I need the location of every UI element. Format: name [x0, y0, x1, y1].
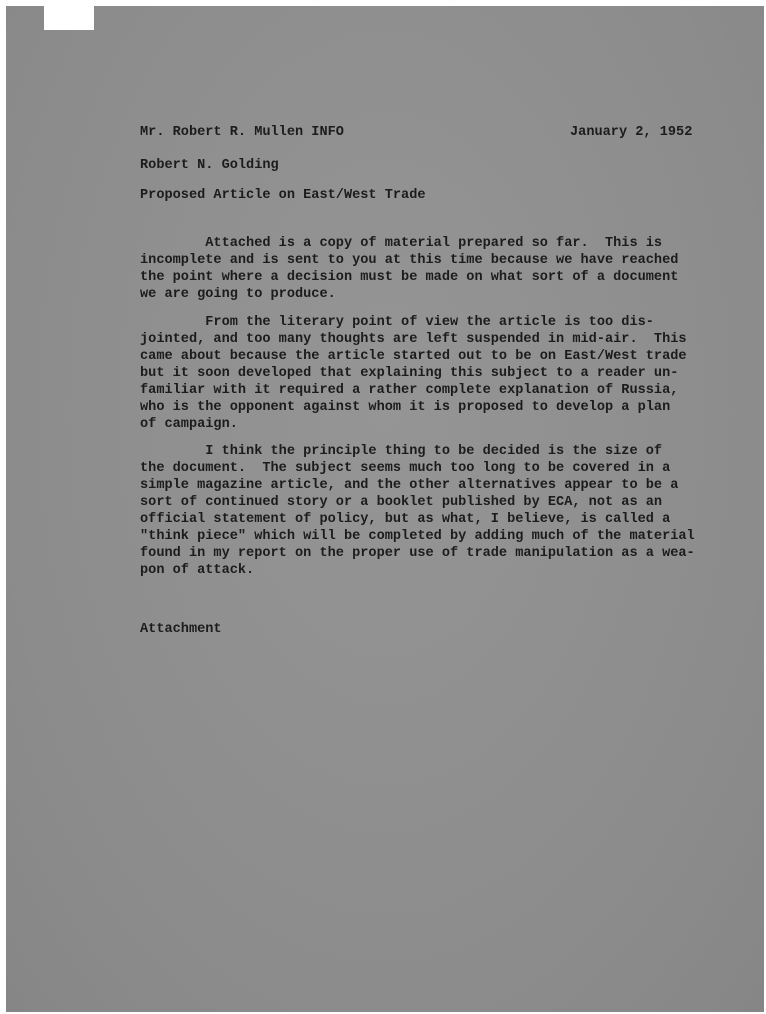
- memo-from: Robert N. Golding: [140, 158, 279, 173]
- body-line: we are going to produce.: [140, 287, 336, 302]
- body-line: came about because the article started out to be on East/West trade: [140, 349, 687, 364]
- body-line: found in my report on the proper use of trade manipulation as a wea-: [140, 546, 695, 561]
- body-line: familiar with it required a rather complete explanation of Russia,: [140, 383, 679, 398]
- memo-subject: Proposed Article on East/West Trade: [140, 188, 426, 203]
- body-line: I think the principle thing to be decided is the size of: [140, 444, 663, 459]
- body-line: From the literary point of view the article is too dis-: [140, 315, 654, 330]
- body-line: pon of attack.: [140, 563, 255, 578]
- body-line: the document. The subject seems much too long to be covered in a: [140, 461, 671, 476]
- body-line: simple magazine article, and the other alternatives appear to be a: [140, 478, 679, 493]
- body-line: who is the opponent against whom it is proposed to develop a plan: [140, 400, 671, 415]
- body-line: jointed, and too many thoughts are left suspended in mid-air. This: [140, 332, 687, 347]
- body-line: "think piece" which will be completed by adding much of the material: [140, 529, 695, 544]
- memo-to: Mr. Robert R. Mullen INFO: [140, 125, 344, 140]
- body-line: the point where a decision must be made on what sort of a document: [140, 270, 679, 285]
- body-line: incomplete and is sent to you at this time because we have reached: [140, 253, 679, 268]
- body-line: official statement of policy, but as what, I believe, is called a: [140, 512, 671, 527]
- enclosure-note: Attachment: [140, 622, 222, 637]
- body-line: sort of continued story or a booklet published by ECA, not as an: [140, 495, 663, 510]
- body-line: but it soon developed that explaining this subject to a reader un-: [140, 366, 679, 381]
- body-line: Attached is a copy of material prepared so far. This is: [140, 236, 663, 251]
- body-line: of campaign.: [140, 417, 238, 432]
- memo-date: January 2, 1952: [570, 125, 693, 140]
- page-corner-notch: [44, 6, 94, 30]
